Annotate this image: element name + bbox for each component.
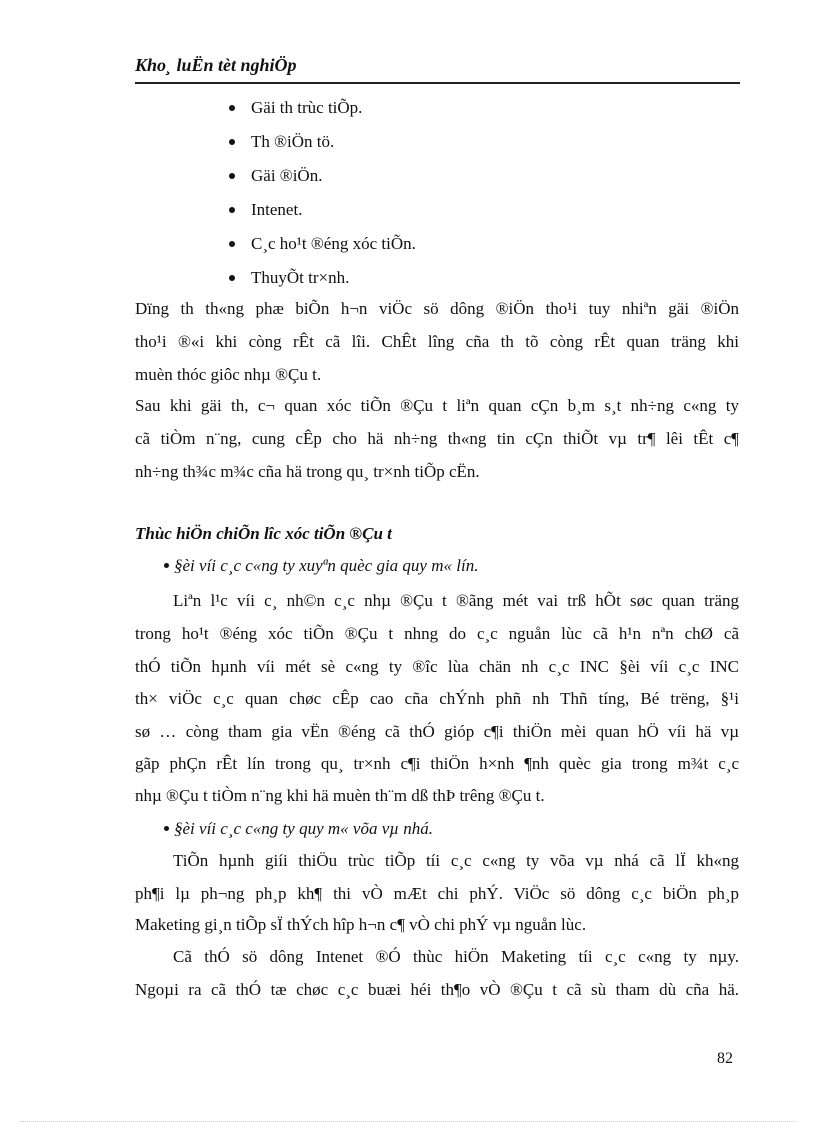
header-title: Kho¸ luËn tèt nghiÖp <box>135 55 297 75</box>
bullet-icon <box>229 207 235 213</box>
list-item: Gäi ®iÖn. <box>251 166 323 185</box>
footer-divider <box>20 1121 796 1122</box>
bullet-icon <box>164 563 169 568</box>
bullet-icon <box>229 139 235 145</box>
sub-bullet-heading: §èi víi c¸c c«ng ty quy m« võa vµ nhá. <box>174 819 434 838</box>
paragraph-line: Liªn l¹c víi c¸ nh©n c¸c nhµ ®Çu t ®ãng mét vai trß hÕt søc quan träng <box>173 591 739 610</box>
paragraph-line: ph¶i lµ ph¬ng ph¸p kh¶ thi vÒ mÆt chi phÝ. ViÖc sö dông c¸c biÖn ph¸p <box>135 884 739 903</box>
paragraph-line: nh÷ng th¾c m¾c cña hä trong qu¸ tr×nh tiÕp cËn. <box>135 462 480 481</box>
paragraph-line: muèn thóc giôc nhµ ®Çu t. <box>135 365 322 384</box>
paragraph-line: gãp phÇn rÊt lín trong qu¸ tr×nh c¶i thiÖn h×nh ¶nh quèc gia trong m¾t c¸c <box>135 754 739 773</box>
page-number: 82 <box>717 1050 733 1067</box>
list-item: Intenet. <box>251 200 303 219</box>
list-item: C¸c ho¹t ®éng xóc tiÕn. <box>251 234 416 253</box>
paragraph-line: tho¹i ®«i khi còng rÊt cã lîi. ChÊt lîng cña th tõ còng rÊt quan träng khi <box>135 332 739 351</box>
section-heading: Thùc hiÖn chiÕn lîc xóc tiÕn ®Çu t <box>135 524 392 543</box>
bullet-icon <box>164 826 169 831</box>
paragraph-line: Cã thÓ sö dông Intenet ®Ó thùc hiÖn Maketing tíi c¸c c«ng ty nµy. <box>173 947 739 966</box>
paragraph-line: Dïng th th«ng phæ biÕn h¬n viÖc sö dông ®iÖn tho¹i tuy nhiªn gäi ®iÖn <box>135 299 739 318</box>
bullet-icon <box>229 173 235 179</box>
bullet-icon <box>229 241 235 247</box>
list-item: Th ®iÖn tö. <box>251 132 335 151</box>
paragraph-line: th× viÖc c¸c quan chøc cÊp cao cña chÝnh phñ nh Thñ tíng, Bé trëng, §¹i <box>135 689 739 708</box>
paragraph-line: sø … còng tham gia vËn ®éng cã thÓ gióp c¶i thiÖn mèi quan hÖ víi hä vµ <box>135 722 739 741</box>
paragraph-line: Ngoµi ra cã thÓ tæ chøc c¸c buæi héi th¶o vÒ ®Çu t cã sù tham dù cña hä. <box>135 980 739 999</box>
list-item: ThuyÕt tr×nh. <box>251 268 350 287</box>
paragraph-line: cã tiÒm n¨ng, cung cÊp cho hä nh÷ng th«ng tin cÇn thiÕt vµ tr¶ lêi tÊt c¶ <box>135 429 739 448</box>
sub-bullet-heading: §èi víi c¸c c«ng ty xuyªn quèc gia quy m« lín. <box>174 556 479 575</box>
paragraph-line: trong ho¹t ®éng xóc tiÕn ®Çu t nhng do c¸c nguån lùc cã h¹n nªn chØ cã <box>135 624 739 643</box>
paragraph-line: TiÕn hµnh giíi thiÖu trùc tiÕp tíi c¸c c«ng ty võa vµ nhá cã lÏ kh«ng <box>173 851 739 870</box>
bullet-icon <box>229 105 235 111</box>
paragraph-line: Maketing gi¸n tiÕp sÏ thÝch hîp h¬n c¶ vÒ chi phÝ vµ nguån lùc. <box>135 915 587 934</box>
paragraph-line: Sau khi gäi th, c¬ quan xóc tiÕn ®Çu t liªn quan cÇn b¸m s¸t nh÷ng c«ng ty <box>135 396 739 415</box>
page-header <box>135 52 740 84</box>
paragraph-line: thÓ tiÕn hµnh víi mét sè c«ng ty ®îc lùa chän nh c¸c INC §èi víi c¸c INC <box>135 657 739 676</box>
list-item: Gäi th trùc tiÕp. <box>251 98 363 117</box>
bullet-icon <box>229 275 235 281</box>
paragraph-line: nhµ ®Çu t tiÒm n¨ng khi hä muèn th¨m dß thÞ trêng ®Çu t. <box>135 786 545 805</box>
